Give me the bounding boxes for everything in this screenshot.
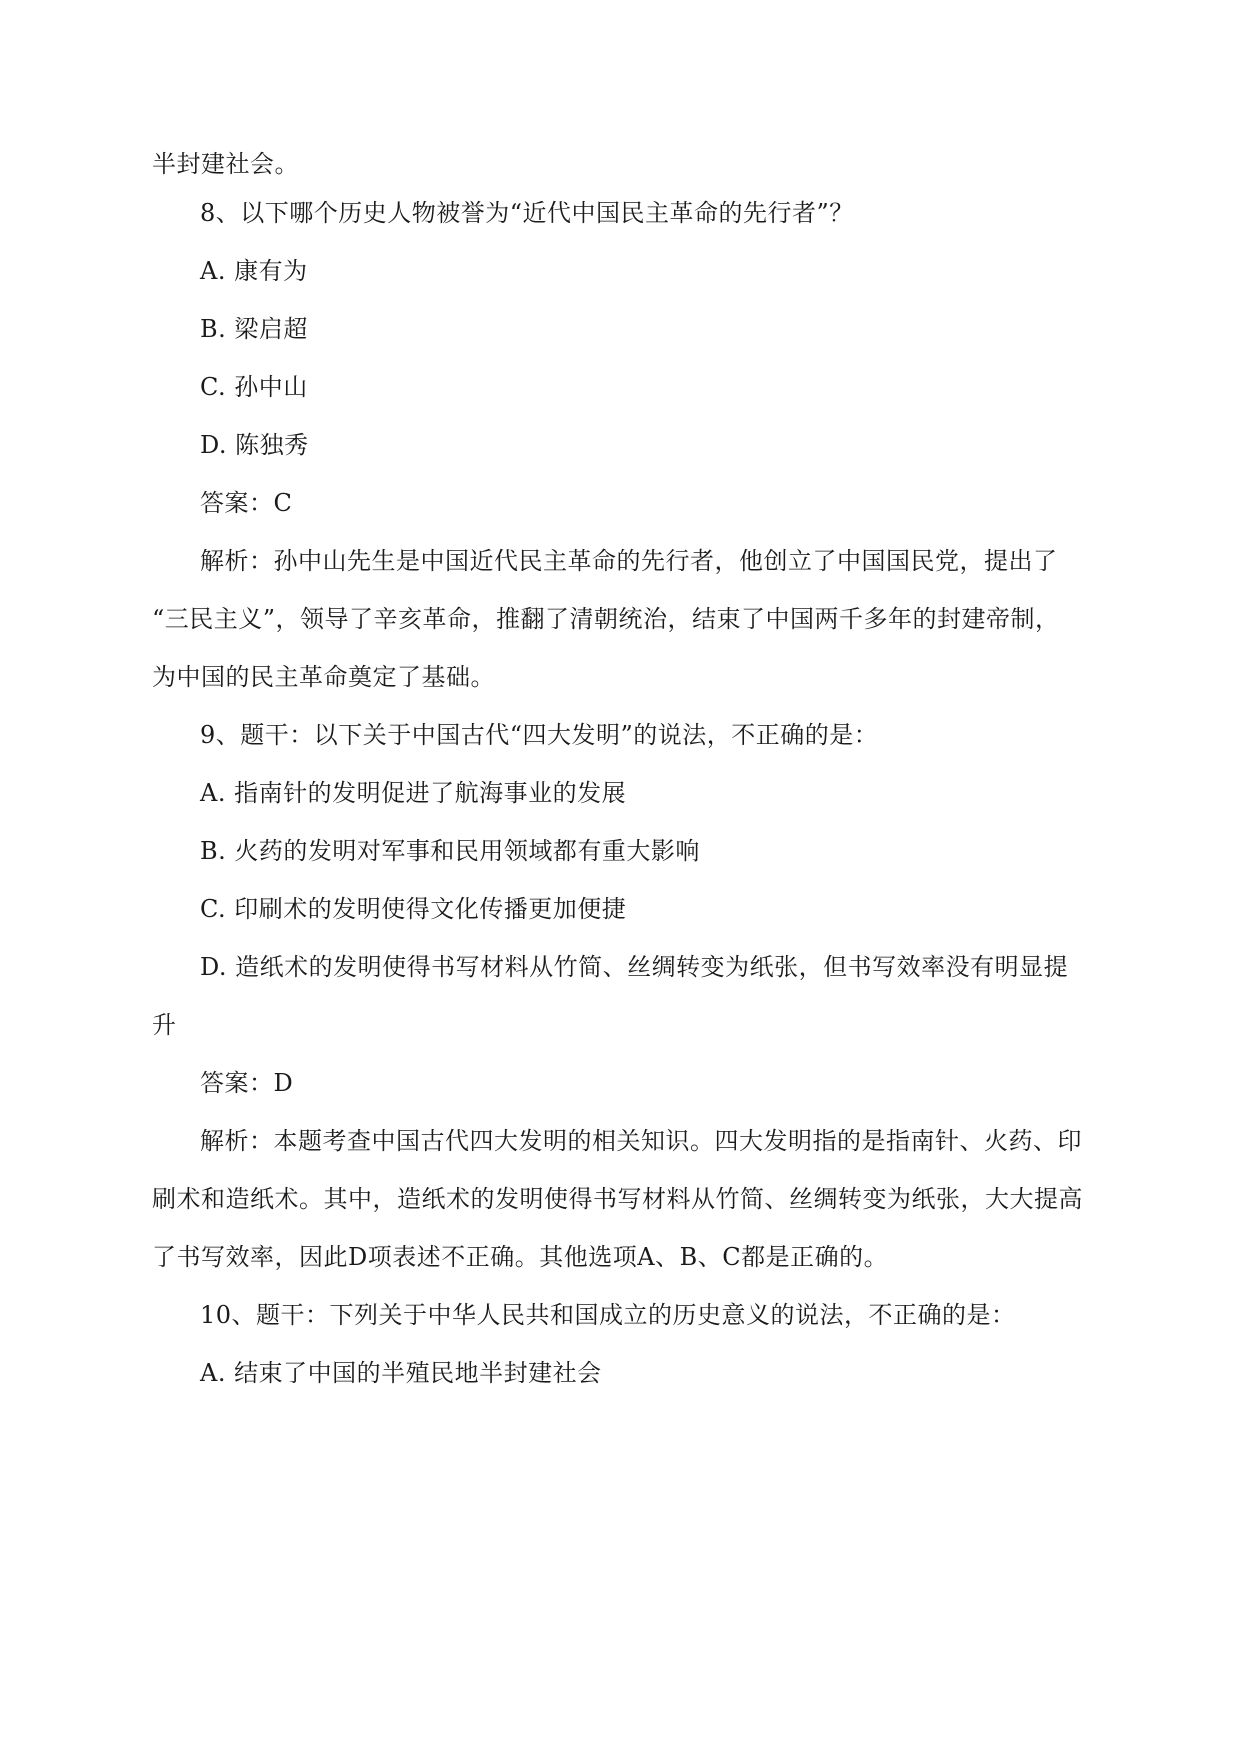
question-9-stem: 9、题干：以下关于中国古代“四大发明”的说法，不正确的是： [200, 721, 879, 749]
question-8-analysis-line-3: 为中国的民主革命奠定了基础。 [152, 663, 495, 691]
question-8-option-d: D. 陈独秀 [200, 431, 309, 459]
question-9-option-c: C. 印刷术的发明使得文化传播更加便捷 [200, 895, 627, 923]
question-9-analysis-line-3: 了书写效率，因此D项表述不正确。其他选项A、B、C都是正确的。 [152, 1243, 889, 1271]
question-8-option-c: C. 孙中山 [200, 373, 308, 401]
question-8-analysis-line-1: 解析：孙中山先生是中国近代民主革命的先行者，他创立了中国国民党，提出了 [200, 547, 1058, 575]
question-8-answer: 答案：C [200, 489, 293, 517]
question-10-option-a: A. 结束了中国的半殖民地半封建社会 [200, 1359, 602, 1387]
question-9-analysis-line-2: 刷术和造纸术。其中，造纸术的发明使得书写材料从竹简、丝绸转变为纸张，大大提高 [152, 1185, 1083, 1213]
question-9-answer: 答案：D [200, 1069, 294, 1097]
question-8-option-b: B. 梁启超 [200, 315, 308, 343]
question-10-stem: 10、题干：下列关于中华人民共和国成立的历史意义的说法，不正确的是： [200, 1301, 1016, 1329]
question-8-option-a: A. 康有为 [200, 257, 308, 285]
question-9-option-d-line-1: D. 造纸术的发明使得书写材料从竹简、丝绸转变为纸张，但书写效率没有明显提 [200, 953, 1069, 981]
question-9-option-b: B. 火药的发明对军事和民用领域都有重大影响 [200, 837, 700, 865]
question-8-analysis-line-2: “三民主义”，领导了辛亥革命，推翻了清朝统治，结束了中国两千多年的封建帝制， [152, 605, 1060, 633]
question-9-option-a: A. 指南针的发明促进了航海事业的发展 [200, 779, 627, 807]
question-9-option-d-line-2: 升 [152, 1011, 177, 1039]
question-9-analysis-line-1: 解析：本题考查中国古代四大发明的相关知识。四大发明指的是指南针、火药、印 [200, 1127, 1082, 1155]
text-line-continuation: 半封建社会。 [152, 150, 299, 178]
question-8-stem: 8、以下哪个历史人物被誉为“近代中国民主革命的先行者”？ [200, 199, 854, 227]
